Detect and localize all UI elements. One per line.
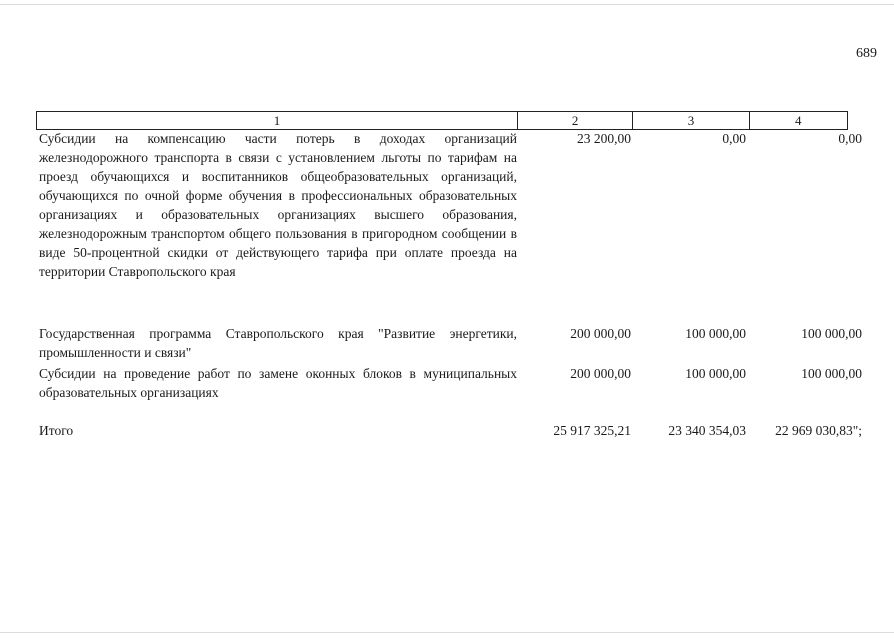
row-description: Субсидии на компенсацию части потерь в доходах организаций железнодорожного транспорта в связи с установлением льготы по тарифам на проезд обучающихся и воспитанников общеобразовательных организаций, обучающихся по очной форме обучения в профессиональных образовательных организациях и образовательных организациях высшего образования, железнодорожным транспортом общего пользования в пригородном сообщении в виде 50-процентной скидки от действующего тарифа при оплате проезда на территории Ставропольского края xyxy=(39,131,517,279)
page-number: 689 xyxy=(856,46,877,61)
header-col-1: 1 xyxy=(37,112,518,129)
row-value-col-3: 100 000,00 xyxy=(685,366,746,381)
row-value-col-2: 200 000,00 xyxy=(570,326,631,341)
row-description: Государственная программа Ставропольского края "Развитие энергетики, промышленности и связи" xyxy=(39,326,517,360)
row-value-col-4: 100 000,00 xyxy=(801,326,862,341)
row-value-col-2: 200 000,00 xyxy=(570,366,631,381)
header-col-2: 2 xyxy=(518,112,633,129)
scan-edge-bottom xyxy=(0,632,894,633)
row-description: Итого xyxy=(39,423,74,438)
row-value-col-3: 0,00 xyxy=(722,131,746,146)
row-value-col-2: 25 917 325,21 xyxy=(553,423,631,438)
row-value-col-3: 100 000,00 xyxy=(685,326,746,341)
header-col-3: 3 xyxy=(633,112,749,129)
row-value-col-3: 23 340 354,03 xyxy=(668,423,746,438)
row-description: Субсидии на проведение работ по замене оконных блоков в муниципальных образовательных организациях xyxy=(39,366,517,400)
scan-edge-top xyxy=(0,4,894,5)
row-value-col-4: 22 969 030,83"; xyxy=(775,423,862,438)
budget-table xyxy=(36,111,862,438)
row-value-col-4: 0,00 xyxy=(838,131,862,146)
row-value-col-4: 100 000,00 xyxy=(801,366,862,381)
header-col-4: 4 xyxy=(795,113,802,128)
row-value-col-2: 23 200,00 xyxy=(577,131,631,146)
table-header-row xyxy=(36,111,848,130)
